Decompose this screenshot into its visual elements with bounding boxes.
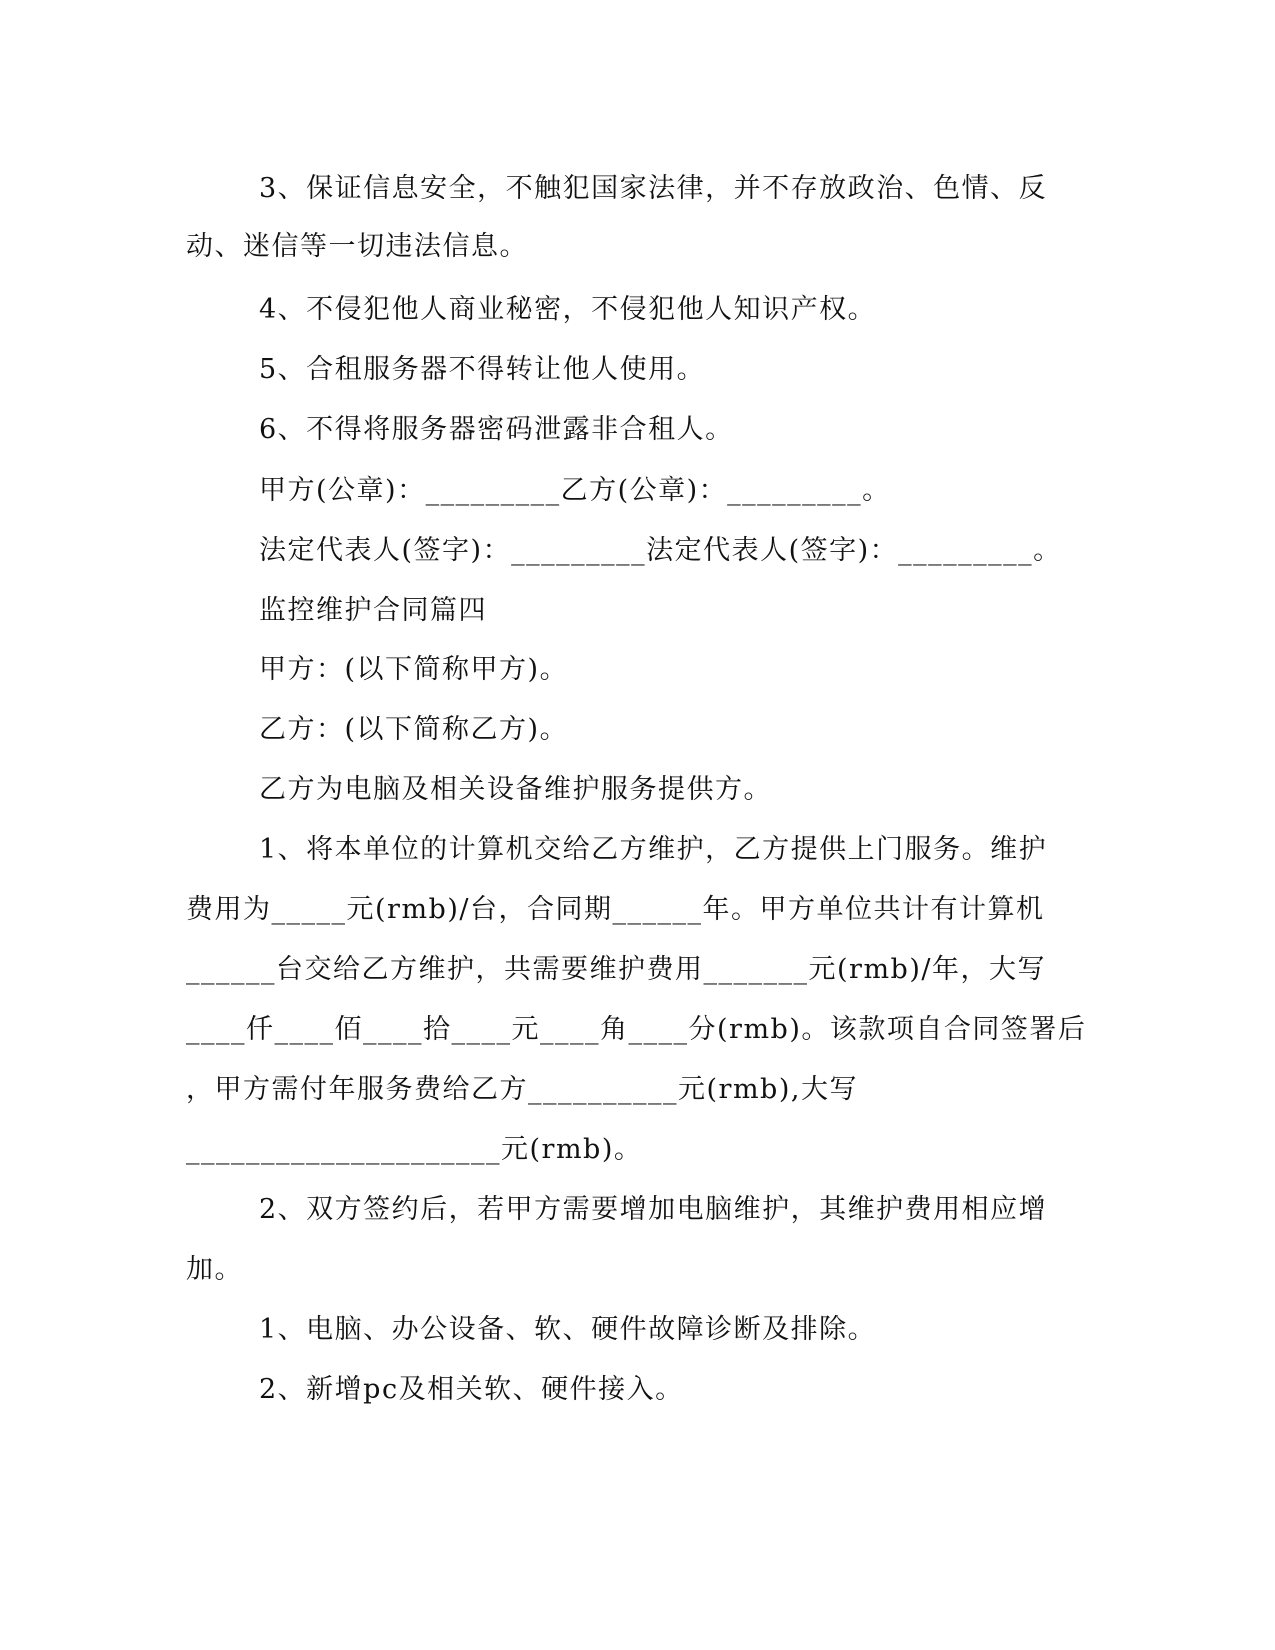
signature-line-seal: 甲方(公章)：_________乙方(公章)：_________。 [259, 475, 891, 506]
paragraph-line: 动、迷信等一切违法信息。 [186, 231, 528, 262]
paragraph-line: 6、不得将服务器密码泄露非合租人。 [259, 414, 734, 445]
paragraph-line: 5、合租服务器不得转让他人使用。 [259, 354, 706, 385]
paragraph-line: 加。 [186, 1254, 243, 1285]
paragraph-line: 4、不侵犯他人商业秘密，不侵犯他人知识产权。 [259, 294, 877, 325]
paragraph-line: 费用为_____元(rmb)/台，合同期______年。甲方单位共计有计算机 [186, 894, 1045, 925]
paragraph-line: _____________________元(rmb)。 [186, 1134, 643, 1165]
paragraph-line: 1、电脑、办公设备、软、硬件故障诊断及排除。 [259, 1314, 877, 1345]
paragraph-line: 3、保证信息安全，不触犯国家法律，并不存放政治、色情、反 [259, 173, 1048, 204]
paragraph-line: 2、双方签约后，若甲方需要增加电脑维护，其维护费用相应增 [259, 1194, 1048, 1225]
party-a-line: 甲方：(以下简称甲方)。 [259, 654, 569, 685]
section-heading: 监控维护合同篇四 [259, 595, 487, 626]
paragraph-line: ，甲方需付年服务费给乙方__________元(rmb),大写 [186, 1074, 858, 1105]
paragraph-line: ____仟____佰____拾____元____角____分(rmb)。该款项自合同签署后 [186, 1014, 1087, 1045]
paragraph-line: 2、新增pc及相关软、硬件接入。 [259, 1374, 684, 1405]
paragraph-line: ______台交给乙方维护，共需要维护费用_______元(rmb)/年，大写 [186, 954, 1046, 985]
party-b-line: 乙方：(以下简称乙方)。 [259, 714, 569, 745]
paragraph-line: 1、将本单位的计算机交给乙方维护，乙方提供上门服务。维护 [259, 834, 1048, 865]
signature-line-representative: 法定代表人(签字)：_________法定代表人(签字)：_________。 [259, 535, 1062, 566]
paragraph-line: 乙方为电脑及相关设备维护服务提供方。 [259, 774, 772, 805]
